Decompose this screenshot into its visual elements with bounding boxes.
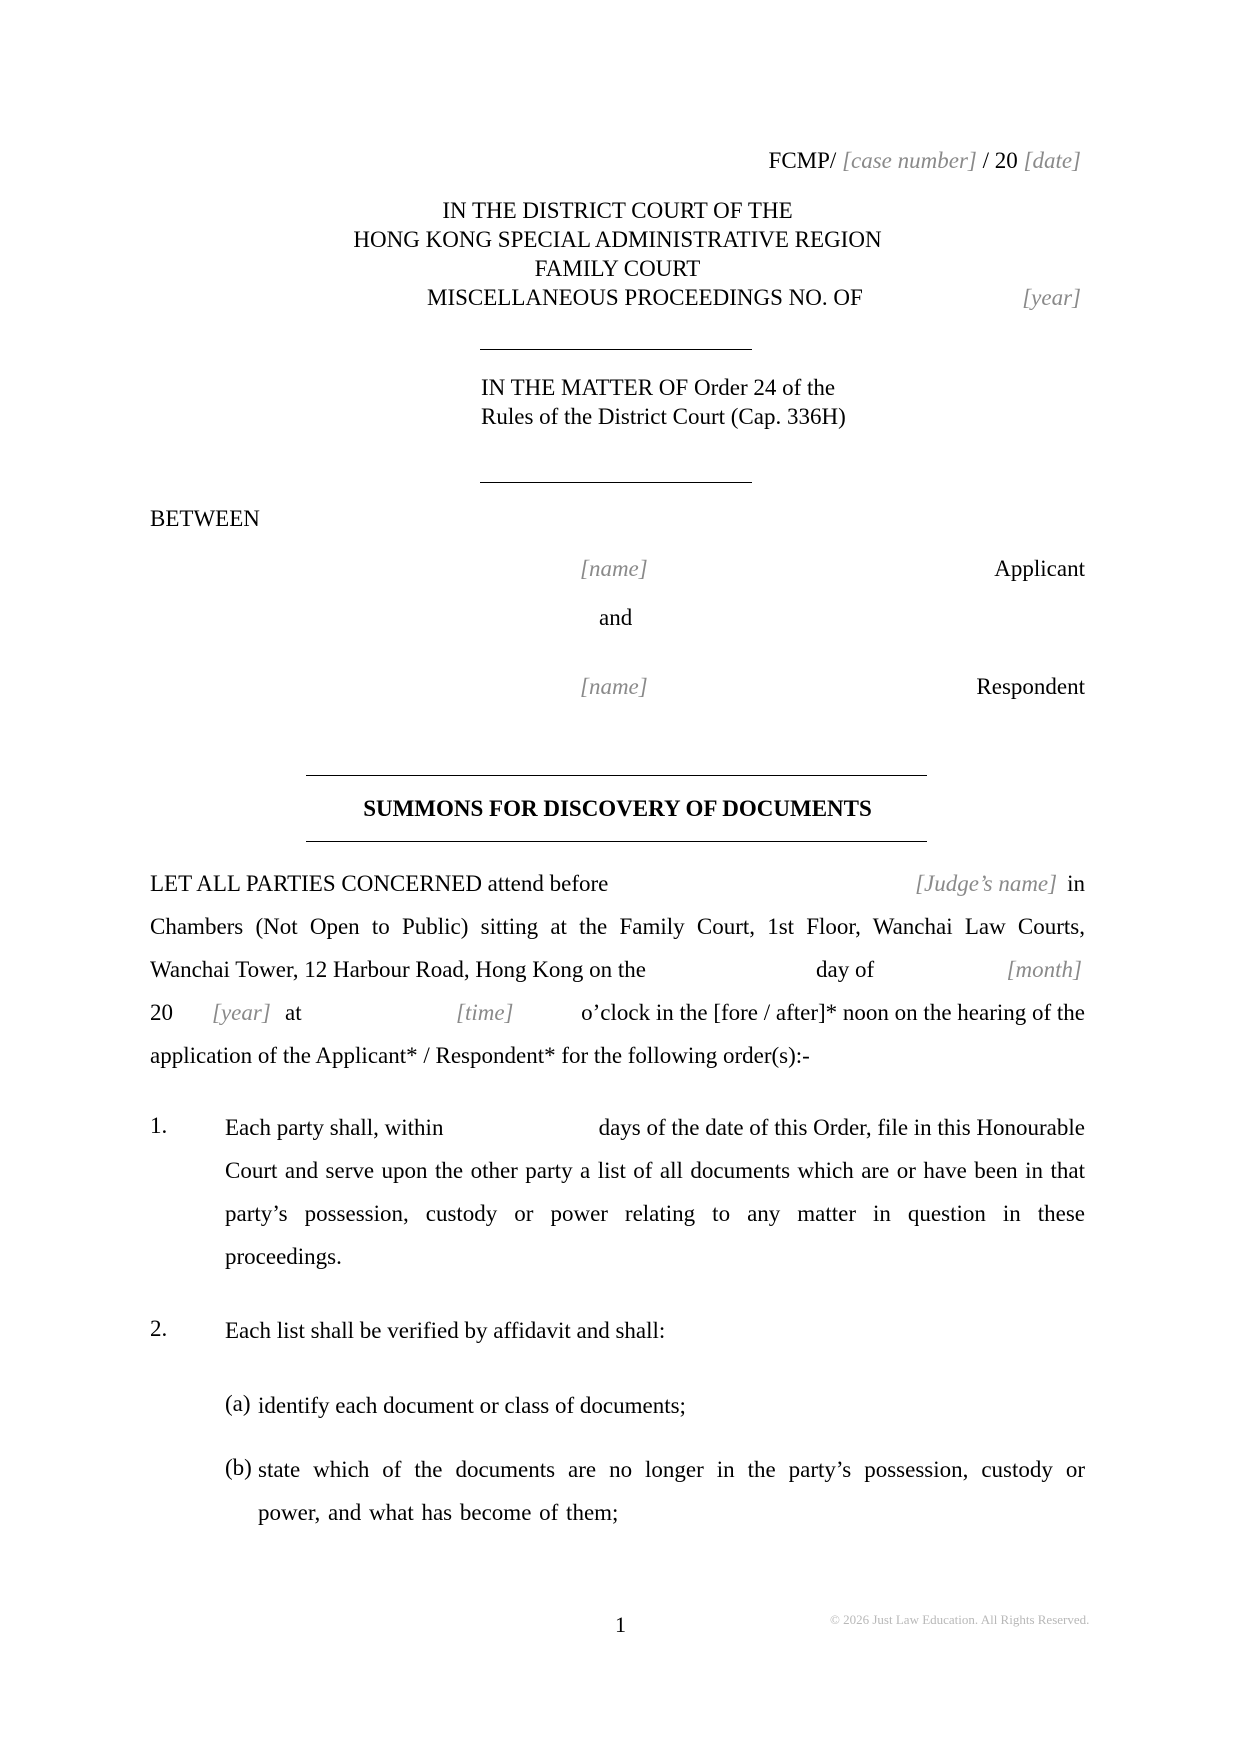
date-placeholder: [date] xyxy=(1023,148,1081,173)
item-2-number: 2. xyxy=(150,1316,168,1341)
matter-line-1: IN THE MATTER OF Order 24 of the xyxy=(481,375,836,400)
intro-line-1-in: in xyxy=(1067,871,1085,896)
caption-divider-bottom xyxy=(480,482,752,483)
court-line-4: MISCELLANEOUS PROCEEDINGS NO. OF xyxy=(427,285,863,310)
court-line-2: HONG KONG SPECIAL ADMINISTRATIVE REGION xyxy=(353,227,882,252)
intro-line-2-text: Chambers (Not Open to Public) sitting at the Family Court, 1st Floor, Wanchai Law Courts, xyxy=(150,914,1085,939)
item-1-line-1-b: days of the date of this Order, file in this Honourable xyxy=(598,1115,1085,1140)
intro-line-4 xyxy=(150,991,1085,1034)
case-prefix: FCMP/ xyxy=(768,148,837,173)
case-separator: / 20 xyxy=(982,148,1018,173)
document-title: SUMMONS FOR DISCOVERY OF DOCUMENTS xyxy=(363,796,872,821)
intro-line-4-century: 20 xyxy=(150,1000,173,1025)
item-1-rest: Court and serve upon the other party a list of all documents which are or have been in that party’s possession, custody or power relating to any matter in question in these proceedings. xyxy=(225,1158,1085,1269)
month-placeholder: [month] xyxy=(1006,957,1082,982)
copyright-notice: © 2026 Just Law Education. All Rights Reserved. xyxy=(830,1612,1090,1627)
case-number-header xyxy=(769,148,1081,174)
intro-line-1-end xyxy=(915,862,1085,905)
respondent-role: Respondent xyxy=(976,674,1085,699)
item-1-body xyxy=(225,1106,1085,1278)
intro-paragraph xyxy=(150,862,1085,1077)
and-label: and xyxy=(599,605,633,630)
hearing-year-placeholder: [year] xyxy=(212,1000,271,1025)
case-number-placeholder: [case number] xyxy=(842,148,977,173)
intro-line-1 xyxy=(150,862,1085,905)
court-year-placeholder: [year] xyxy=(1022,285,1081,310)
subitem-a-label: (a) xyxy=(225,1391,251,1416)
intro-line-3 xyxy=(150,948,1085,991)
item-1-line-1-a: Each party shall, within xyxy=(225,1115,444,1140)
respondent-name-placeholder: [name] xyxy=(580,674,648,699)
judge-name-placeholder: [Judge’s name] xyxy=(915,871,1058,896)
title-rule-bottom xyxy=(306,841,927,842)
intro-line-4-at: at xyxy=(285,1000,302,1025)
page-number: 1 xyxy=(615,1612,626,1637)
subitem-a-text: identify each document or class of documents; xyxy=(258,1393,686,1418)
caption-divider-top xyxy=(480,349,752,350)
intro-line-3-text: Wanchai Tower, 12 Harbour Road, Hong Kong on the xyxy=(150,957,646,982)
item-2-body: Each list shall be verified by affidavit and shall: xyxy=(225,1318,666,1343)
subitem-b-text: state which of the documents are no longer in the party’s possession, custody or power, and what has become of them; xyxy=(258,1457,1085,1525)
court-line-3: FAMILY COURT xyxy=(534,256,701,281)
intro-line-2 xyxy=(150,905,1085,948)
intro-line-5: application of the Applicant* / Respondent* for the following order(s):- xyxy=(150,1043,810,1068)
intro-line-3-dayof: day of xyxy=(816,957,875,982)
intro-line-4-text: o’clock in the [fore / after]* noon on the hearing of the xyxy=(581,1000,1085,1025)
time-placeholder: [time] xyxy=(456,1000,514,1025)
between-label: BETWEEN xyxy=(150,506,260,531)
title-rule-top xyxy=(306,775,927,776)
item-1-line-1 xyxy=(225,1106,1085,1149)
item-1-number: 1. xyxy=(150,1113,168,1138)
court-line-1: IN THE DISTRICT COURT OF THE xyxy=(442,198,793,223)
matter-line-2: Rules of the District Court (Cap. 336H) xyxy=(481,404,846,429)
applicant-role: Applicant xyxy=(994,556,1085,581)
intro-line-1-text: LET ALL PARTIES CONCERNED attend before xyxy=(150,871,609,896)
applicant-name-placeholder: [name] xyxy=(580,556,648,581)
subitem-b-label: (b) xyxy=(225,1455,252,1480)
